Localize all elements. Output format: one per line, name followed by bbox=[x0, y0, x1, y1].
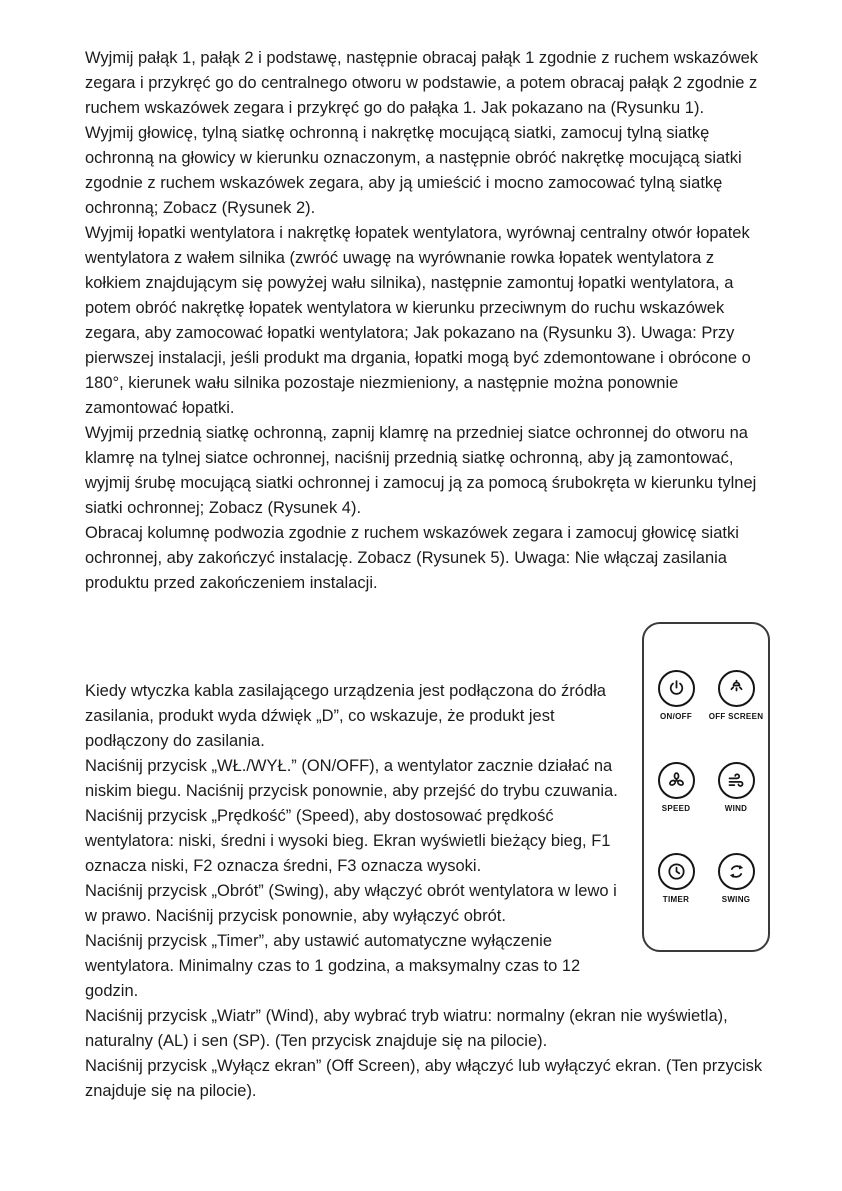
operation-paragraph: Kiedy wtyczka kabla zasilającego urządzenia jest podłączona do źródła zasilania, produkt wyda dźwięk „D”, co wskazuje, że produkt jest podłączony do zasilania. bbox=[85, 682, 606, 750]
remote-button-label: ON/OFF bbox=[659, 712, 693, 722]
remote-button-label: SWING bbox=[721, 894, 751, 904]
remote-button-label: WIND bbox=[724, 803, 748, 813]
remote-button-circle bbox=[658, 670, 695, 707]
operation-paragraph: Naciśnij przycisk „Wyłącz ekran” (Off Screen), aby włączyć lub wyłączyć ekran. (Ten przycisk znajduje się na pilocie). bbox=[85, 1057, 763, 1100]
fan-icon bbox=[666, 770, 687, 791]
remote-button-speed bbox=[648, 762, 704, 813]
remote-button-swing bbox=[708, 853, 764, 904]
operation-paragraph: Naciśnij przycisk „WŁ./WYŁ.” (ON/OFF), a wentylator zacznie działać na niskim biegu. Naciśnij przycisk ponownie, aby przejść do trybu czuwania. bbox=[85, 757, 618, 800]
power-icon bbox=[666, 678, 687, 699]
assembly-instructions-section bbox=[85, 46, 770, 596]
swing-icon bbox=[726, 861, 747, 882]
assembly-paragraph: Wyjmij łopatki wentylatora i nakrętkę łopatek wentylatora, wyrównaj centralny otwór łopatek wentylatora z wałem silnika (zwróć uwagę na wyrównanie rowka łopatek wentylatora z kołkiem znajdującym się powyżej wału silnika), następnie zamontuj łopatki wentylatora, a potem obróć nakrętkę łopatek wentylatora w kierunku przeciwnym do ruchu wskazówek zegara, aby zamocować łopatki wentylatora; Jak pokazano na (Rysunku 3). Uwaga: Przy pierwszej instalacji, jeśli produkt ma drgania, łopatki mogą być zdemontowane i obrócone o 180°, kierunek wału silnika pozostaje niezmieniony, a następnie można ponownie zamontować łopatki. bbox=[85, 224, 751, 417]
operation-paragraph: Naciśnij przycisk „Wiatr” (Wind), aby wybrać tryb wiatru: normalny (ekran nie wyświetla), naturalny (AL) i sen (SP). (Ten przycisk znajduje się na pilocie). bbox=[85, 1007, 728, 1050]
operation-paragraph: Naciśnij przycisk „Obrót” (Swing), aby włączyć obrót wentylatora w lewo i w prawo. Naciśnij przycisk ponownie, aby wyłączyć obrót. bbox=[85, 882, 617, 925]
remote-button-circle bbox=[718, 670, 755, 707]
remote-control-figure bbox=[642, 622, 770, 952]
remote-button-label: TIMER bbox=[662, 894, 690, 904]
remote-button-on-off bbox=[648, 670, 704, 721]
operation-paragraph: Naciśnij przycisk „Prędkość” (Speed), aby dostosować prędkość wentylatora: niski, średni i wysoki bieg. Ekran wyświetli bieżący bieg, F1 oznacza niski, F2 oznacza średni, F3 oznacza wysoki. bbox=[85, 807, 611, 875]
remote-button-circle bbox=[718, 762, 755, 799]
remote-button-wind bbox=[708, 762, 764, 813]
operation-instructions-section bbox=[85, 622, 770, 1104]
lamp-icon bbox=[726, 678, 747, 699]
assembly-paragraph: Wyjmij głowicę, tylną siatkę ochronną i nakrętkę mocującą siatki, zamocuj tylną siatkę ochronną na głowicy w kierunku oznaczonym, a następnie obróć nakrętkę mocującą siatki zgodnie z ruchem wskazówek zegara, aby ją umieścić i mocno zamocować tylną siatkę ochronną; Zobacz (Rysunek 2). bbox=[85, 124, 742, 217]
assembly-paragraph: Obracaj kolumnę podwozia zgodnie z ruchem wskazówek zegara i zamocuj głowicę siatki ochronnej, aby zakończyć instalację. Zobacz (Rysunek 5). Uwaga: Nie włączaj zasilania produktu przed zakończeniem instalacji. bbox=[85, 524, 739, 592]
remote-button-off-screen bbox=[708, 670, 764, 721]
remote-button-label: SPEED bbox=[661, 803, 691, 813]
wind-icon bbox=[726, 770, 747, 791]
assembly-paragraph: Wyjmij pałąk 1, pałąk 2 i podstawę, następnie obracaj pałąk 1 zgodnie z ruchem wskazówek zegara i przykręć go do centralnego otworu w podstawie, a potem obracaj pałąk 2 zgodnie z ruchem wskazówek zegara i przykręć go do pałąka 1. Jak pokazano na (Rysunku 1). bbox=[85, 49, 759, 117]
remote-button-circle bbox=[658, 853, 695, 890]
assembly-paragraph: Wyjmij przednią siatkę ochronną, zapnij klamrę na przedniej siatce ochronnej do otworu na klamrę na tylnej siatce ochronnej, naciśnij przednią siatkę ochronną, aby ją zamontować, wyjmij śrubę mocującą siatki ochronnej i zamocuj ją za pomocą śrubokręta w kierunku tylnej siatki ochronnej; Zobacz (Rysunek 4). bbox=[85, 424, 757, 517]
remote-button-label: OFF SCREEN bbox=[708, 712, 764, 722]
remote-button-circle bbox=[718, 853, 755, 890]
remote-button-timer bbox=[648, 853, 704, 904]
remote-button-circle bbox=[658, 762, 695, 799]
clock-icon bbox=[666, 861, 687, 882]
operation-paragraph: Naciśnij przycisk „Timer”, aby ustawić automatyczne wyłączenie wentylatora. Minimalny czas to 1 godzina, a maksymalny czas to 12 godzin. bbox=[85, 932, 581, 1000]
